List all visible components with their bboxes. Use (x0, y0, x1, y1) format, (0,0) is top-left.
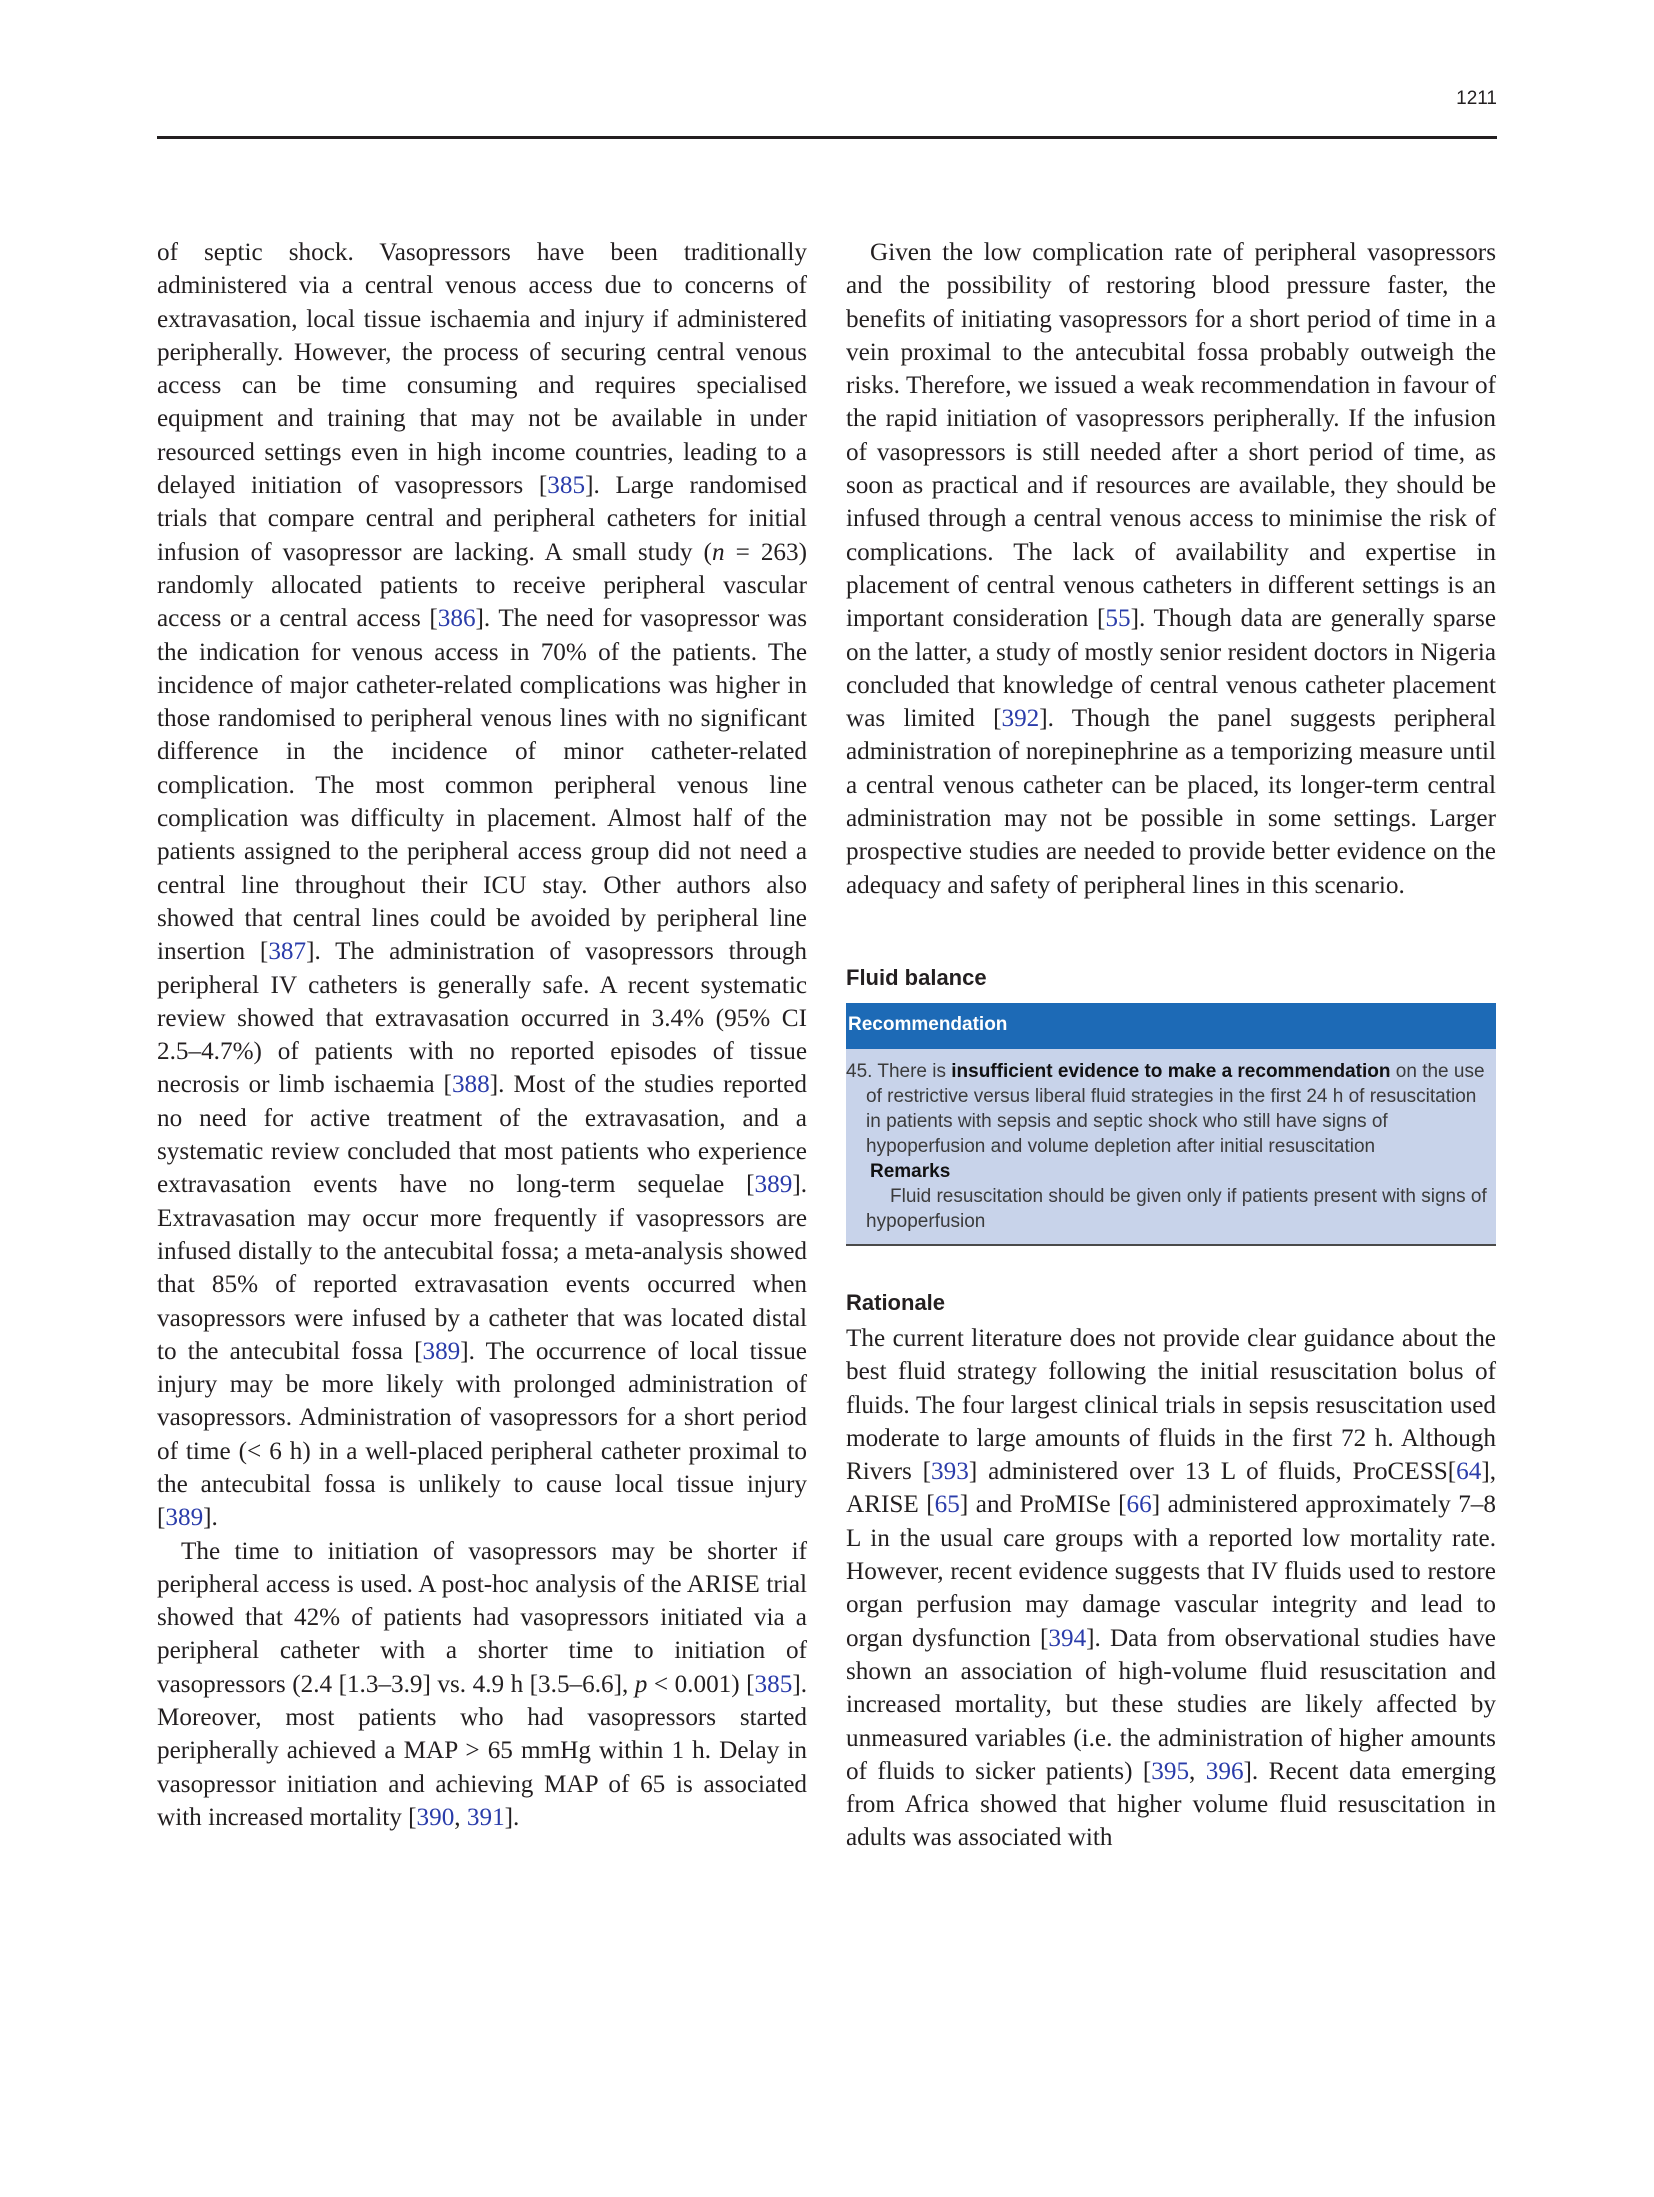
citation-link[interactable]: 387 (268, 938, 307, 966)
text-run: ]. The need for vasopressor was the indication for venous access in 70% of the patients. The incidence of major catheter-related complications was higher in those randomised to peripheral venous lines with no significant difference in the incidence of minor catheter-related complication. The most common peripheral venous line complication was difficulty in placement. Almost half of the patients assigned to the peripheral access group did not need a central line throughout their ICU stay. Other authors also showed that central lines could be avoided by peripheral line insertion [ (157, 605, 807, 966)
text-run: ]. Though data are generally sparse on the latter, a study of mostly senior resident doctors in Nigeria concluded that knowledge of central venous catheter placement was limited [ (846, 605, 1496, 733)
text-run: ] administered approximately 7–8 L in the usual care groups with a reported low mortality rate. However, recent evidence suggests that IV fluids used to restore organ perfusion may damage vascular integrity and lead to organ dysfunction [ (846, 1491, 1496, 1652)
text-run: of septic shock. Vasopressors have been traditionally administered via a central venous access due to concerns of extravasation, local tissue ischaemia and injury if administered peripherally. However, the process of securing central venous access can be time consuming and requires specialised equipment and training that may not be available in under resourced settings even in high income countries, leading to a delayed initiation of vasopressors [ (157, 239, 807, 500)
text-run: Given the low complication rate of peripheral vasopressors and the possibility of restoring blood pressure faster, the benefits of initiating vasopressors for a short period of time in a vein proximal to the antecubital fossa probably outweigh the risks. Therefore, we issued a weak recommendation in favour of the rapid initiation of vasopressors peripherally. If the infusion of vasopressors is still needed after a short period of time, as soon as practical and if resources are available, they should be infused through a central venous access to minimise the risk of complications. The lack of availability and expertise in placement of central venous catheters in different settings is an important consideration [ (846, 239, 1496, 633)
text-run: ], ARISE [ (846, 1458, 1497, 1519)
text-run: ]. Recent data emerging from Africa showed that higher volume fluid resuscitation in adults was associated with (846, 1757, 1497, 1852)
recommendation-item (846, 1059, 1496, 1159)
left-column (157, 236, 807, 1834)
citation-link[interactable]: 396 (1205, 1757, 1244, 1785)
text-run: ] administered over 13 L of fluids, ProCESS[ (968, 1458, 1457, 1486)
citation-link[interactable]: 385 (547, 472, 586, 500)
citation-link[interactable]: 388 (451, 1071, 490, 1099)
recommendation-emphasis: insufficient evidence to make a recommendation (951, 1060, 1391, 1082)
body-paragraph (846, 236, 1496, 902)
citation-link[interactable]: 55 (1105, 605, 1131, 633)
body-paragraph (157, 1535, 807, 1835)
citation-link[interactable]: 395 (1151, 1757, 1190, 1785)
right-column (846, 236, 1496, 1855)
text-run: ]. (504, 1803, 520, 1831)
citation-link[interactable]: 389 (165, 1504, 204, 1532)
citation-link[interactable]: 389 (754, 1171, 793, 1199)
text-run: ]. Large randomised trials that compare central and peripheral catheters for initial infusion of vasopressor are lacking. A small study ( (157, 472, 807, 566)
text-run: , (454, 1803, 467, 1831)
citation-link[interactable]: 391 (466, 1803, 505, 1831)
remarks-text: Fluid resuscitation should be given only if patients present with signs of hypoperfusion (866, 1185, 1487, 1232)
text-run: ]. Most of the studies reported no need for active treatment of the extravasation, and a systematic review concluded that most patients who experience extravasation events have no long-term sequelae [ (157, 1071, 807, 1199)
body-paragraph (846, 1322, 1496, 1855)
text-run: ]. (203, 1504, 218, 1532)
citation-link[interactable]: 390 (416, 1803, 455, 1831)
text-run: The current literature does not provide clear guidance about the best fluid strategy following the initial resuscitation bolus of fluids. The four largest clinical trials in sepsis resuscitation used moderate to large amounts of fluids in the first 72 h. Although Rivers [ (846, 1324, 1496, 1486)
text-run: on the use of restrictive versus liberal fluid strategies in the first 24 h of resuscitation in patients with sepsis and septic shock who still have signs of hypoperfusion and volume depletion after initial resuscitation (866, 1060, 1485, 1157)
citation-link[interactable]: 392 (1001, 705, 1040, 733)
text-run: ] and ProMISe [ (959, 1491, 1127, 1519)
page-number: 1211 (1456, 88, 1497, 109)
n-variable: n (711, 538, 725, 566)
citation-link[interactable]: 394 (1048, 1624, 1087, 1652)
citation-link[interactable]: 385 (754, 1670, 793, 1698)
text-run: ]. The administration of vasopressors through peripheral IV catheters is generally safe. A recent systematic review showed that extravasation occurred in 3.4% (95% CI 2.5–4.7%) of patients with no reported episodes of tissue necrosis or limb ischaemia [ (157, 938, 807, 1099)
text-run: ]. Moreover, most patients who had vasopressors started peripherally achieved a MAP > 65 mmHg within 1 h. Delay in vasopressor initiation and achieving MAP of 65 is associated with increased mortality [ (157, 1670, 807, 1831)
text-run: ]. Data from observational studies have shown an association of high-volume fluid resuscitation and increased mortality, but these studies are likely affected by unmeasured variables (i.e. the administration of higher amounts of fluids to sicker patients) [ (846, 1624, 1496, 1785)
recommendation-body (846, 1049, 1496, 1244)
header-rule (157, 136, 1497, 139)
text-run: 45. There is (846, 1060, 952, 1082)
citation-link[interactable]: 393 (931, 1458, 969, 1486)
citation-link[interactable]: 64 (1456, 1458, 1482, 1486)
citation-link[interactable]: 66 (1126, 1491, 1152, 1519)
p-variable: p (634, 1670, 648, 1698)
citation-link[interactable]: 386 (437, 605, 476, 633)
citation-link[interactable]: 65 (934, 1491, 960, 1519)
section-heading-fluid-balance: Fluid balance (846, 964, 987, 990)
recommendation-title: Recommendation (846, 1003, 1496, 1049)
body-paragraph (157, 236, 807, 1535)
recommendation-box (846, 1003, 1496, 1246)
text-run: ]. Though the panel suggests peripheral administration of norepinephrine as a temporizing measure until a central venous catheter can be placed, its longer-term central administration may not be possible in some settings. Larger prospective studies are needed to provide better evidence on the adequacy and safety of peripheral lines in this scenario. (846, 705, 1496, 899)
text-run: < 0.001) [ (647, 1670, 755, 1698)
section-heading-rationale: Rationale (846, 1289, 946, 1315)
remarks-heading: Remarks (870, 1160, 951, 1182)
text-run: = 263) randomly allocated patients to receive peripheral vascular access or a central access [ (157, 538, 807, 633)
text-run: ]. Extravasation may occur more frequently if vasopressors are infused distally to the antecubital fossa; a meta-analysis showed that 85% of reported extravasation events occurred when vasopressors were infused by a catheter that was located distal to the antecubital fossa [ (157, 1171, 807, 1365)
text-run: , (1189, 1757, 1206, 1785)
citation-link[interactable]: 389 (422, 1337, 461, 1365)
text-run: The time to initiation of vasopressors may be shorter if peripheral access is used. A post-hoc analysis of the ARISE trial showed that 42% of patients had vasopressors initiated via a peripheral catheter with a shorter time to initiation of vasopressors (2.4 [1.3–3.9] vs. 4.9 h [3.5–6.6], (157, 1537, 807, 1698)
text-run: ]. The occurrence of local tissue injury may be more likely with prolonged administration of vasopressors. Administration of vasopressors for a short period of time (< 6 h) in a well-placed peripheral catheter proximal to the antecubital fossa is unlikely to cause local tissue injury [ (157, 1337, 807, 1532)
